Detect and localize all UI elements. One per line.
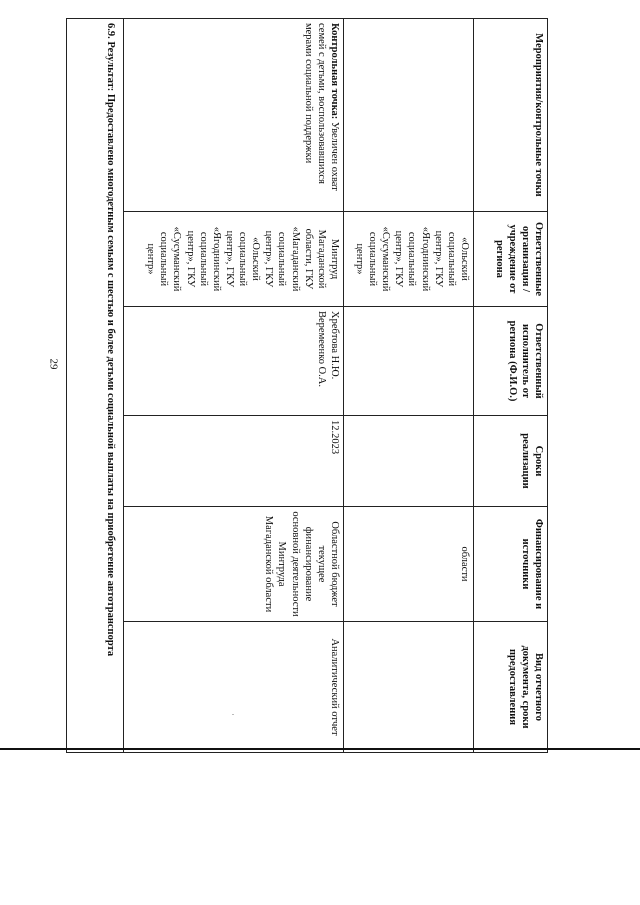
- control-point-text: Увеличен охват семей с детьми, воспользовавшихся мерами социальной поддержки: [302, 23, 340, 191]
- cell-financing: области: [344, 507, 474, 622]
- table-row: [344, 19, 474, 753]
- table-header-row: [474, 19, 548, 753]
- measures-table: [66, 18, 548, 753]
- cell-executor: Хребтова Н.Ю. Веремеенко О.А.: [124, 307, 344, 416]
- cell-measure: [124, 19, 344, 212]
- header-organization: Ответственные организация / учреждение от региона: [474, 212, 548, 307]
- scan-speck: [232, 714, 234, 715]
- result-text: 6.9. Результат: Предоставлено многодетным семьям с шестью и более детьми социальной выплаты на приобретение автотранспорта: [67, 19, 124, 753]
- cell-financing: Областной бюджет текущее финансирование основной деятельности Минтруда Магаданской области: [124, 507, 344, 622]
- header-deadline: Сроки реализации: [474, 416, 548, 507]
- header-financing: Финансирование и источники: [474, 507, 548, 622]
- header-measures: Мероприятия/контрольные точки: [474, 19, 548, 212]
- page-number: 29: [47, 358, 60, 370]
- cell-organization: «Ольский социальный центр», ГКУ «Ягоднинский социальный центр», ГКУ «Сусуманский социальный центр»: [344, 212, 474, 307]
- cell-deadline: 12.2023: [124, 416, 344, 507]
- document-table-area: [66, 18, 548, 736]
- table-row: [124, 19, 344, 753]
- rotated-table-container: [66, 18, 548, 736]
- cell-organization: Минтруд Магаданской области, ГКУ «Магаданский социальный центр», ГКУ «Ольский социальный центр», ГКУ «Ягоднинский социальный центр», ГКУ «Сусуманский социальный центр»: [124, 212, 344, 307]
- cell-report-type: Аналитический отчет: [124, 622, 344, 753]
- header-report-type: Вид отчетного документа, сроки предоставления: [474, 622, 548, 753]
- cell-measure: [344, 19, 474, 212]
- horizontal-rule: [0, 748, 640, 750]
- result-row: [67, 19, 124, 753]
- cell-report-type: [344, 622, 474, 753]
- cell-deadline: [344, 416, 474, 507]
- cell-executor: [344, 307, 474, 416]
- header-executor: Ответственный исполнитель от региона (Ф.И.О.): [474, 307, 548, 416]
- control-point-label: Контрольная точка:: [329, 23, 340, 120]
